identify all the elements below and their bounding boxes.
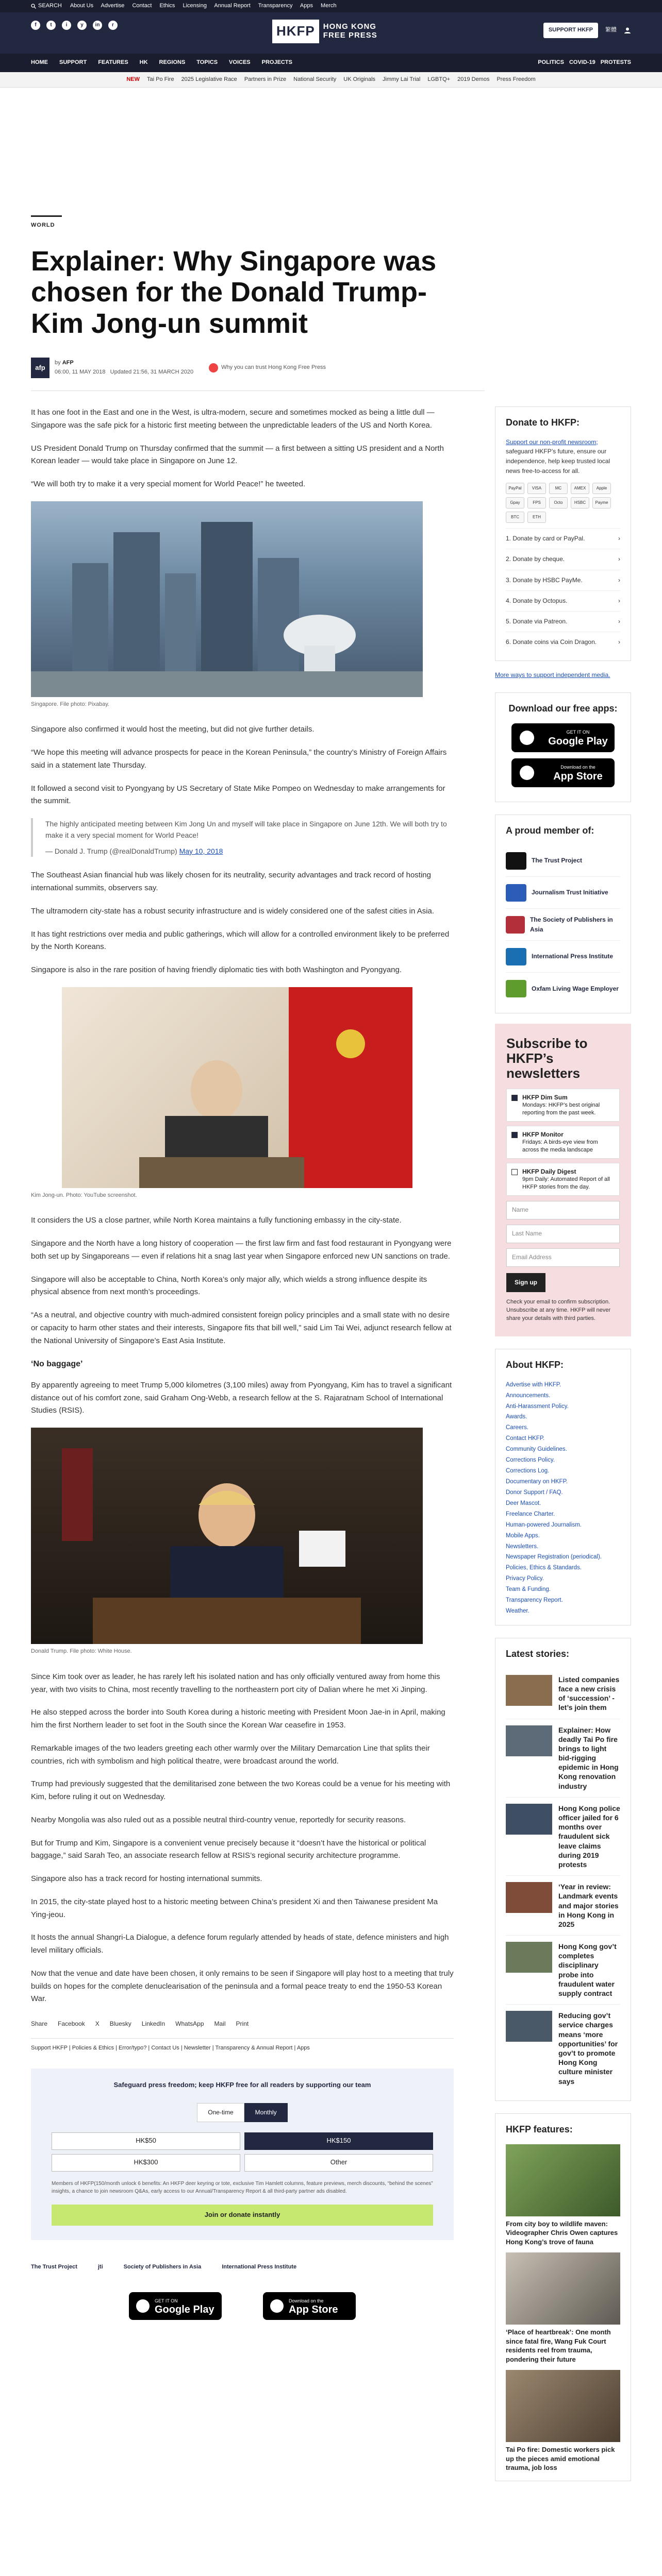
hot-topic[interactable]: Press Freedom [496,76,536,82]
checkbox-checked[interactable] [511,1132,518,1138]
story-thumbnail [506,1725,552,1756]
about-card [495,1349,631,1625]
donate-link[interactable]: Support our non-profit newsroom; [506,438,598,446]
about-link[interactable]: Careers. [506,1425,529,1431]
donate-option[interactable] [506,590,620,611]
share-bar [31,2016,454,2039]
donate-option[interactable] [506,528,620,549]
story-title: ‘Year in review: Landmark events and major stories in Hong Kong in 2025 [558,1883,619,1928]
feature-item[interactable] [506,2252,620,2364]
about-link[interactable]: Privacy Policy. [506,1575,544,1582]
member-name: The Society of Publishers in Asia [530,916,613,933]
publish-date: 06:00, 11 MAY 2018 [55,369,106,375]
member-item[interactable] [506,909,620,941]
hot-topic[interactable]: National Security [293,76,337,82]
hot-topic[interactable]: UK Originals [343,76,376,82]
nav-covid[interactable]: COVID-19 [569,59,595,66]
util-transparency[interactable]: Transparency [258,3,293,9]
page-wrap [31,215,631,2472]
newsletter-title: Subscribe to HKFP’s newsletters [506,1036,588,1081]
author-prefix: by [55,360,61,366]
utility-menu [70,2,343,11]
util-annual-report[interactable]: Annual Report [214,3,251,9]
option-label: 5. Donate via Patreon. [506,617,568,625]
image-caption: Kim Jong-un. Photo: YouTube screenshot. [31,1192,137,1198]
amount-other[interactable]: Other [244,2154,433,2172]
nav-features[interactable]: FEATURES [98,59,128,66]
latest-stories-card [495,1638,631,2101]
story-item[interactable] [506,2005,620,2092]
newsletter-box [495,1024,631,1336]
chevron-right-icon: › [618,597,620,604]
paragraph: It has one foot in the East and one in the West, is ultra-modern, secure and sometimes mocked as being a little dull — Singapore was the safe pick for a historic first meeting between the unpredictable leaders of the US and North Korea. [31,408,435,430]
paragraph: Singapore is also in the rare position of having friendly diplomatic ties with both Washington and Pyongyang. [31,965,402,975]
story-title: Hong Kong police officer jailed for 6 months over fraudulent sick leave claims during 2019 protests [558,1804,620,1869]
story-item[interactable] [506,1798,620,1876]
nav-hk[interactable]: HK [139,59,148,66]
paragraph: Singapore also has a track record for hosting international summits. [31,1874,262,1884]
byline [31,358,631,378]
util-apps[interactable]: Apps [300,3,313,9]
chevron-right-icon: › [618,617,620,625]
paragraph: Singapore also confirmed it would host the meeting, but did not give further details. [31,725,315,734]
article-title: Explainer: Why Singapore was chosen for the Donald Trump-Kim Jong-un summit [31,245,437,339]
member-item[interactable] [506,877,620,909]
donate-title: Donate to HKFP: [506,417,580,428]
article-category[interactable]: WORLD [31,222,55,228]
hot-topic[interactable]: 2019 Demos [457,76,490,82]
about-link[interactable]: Corrections Log. [506,1468,550,1475]
store-big-label: App Store [553,770,603,782]
hot-topic[interactable]: Tai Po Fire [146,76,174,82]
tweet-author: — Donald J. Trump (@realDonaldTrump) [45,846,177,855]
store-small-label: Download on the [560,765,595,770]
chevron-right-icon: › [618,576,620,584]
apps-card [495,692,631,802]
fps-icon[interactable]: FPS [527,497,546,509]
instagram-icon[interactable]: i [62,21,71,30]
about-link[interactable]: Advertise with HKFP. [506,1381,561,1388]
visa-icon[interactable]: VISA [527,483,546,494]
logo-line2: FREE PRESS [323,30,377,40]
newsletter-option[interactable] [506,1126,620,1159]
hot-topic[interactable]: LGBTQ+ [427,76,451,82]
jti-logo [506,884,526,902]
story-item[interactable] [506,1876,620,1936]
paragraph: The Southeast Asian financial hub was likely chosen for its neutrality, security advantages and track record of hosting international summits, observers say. [31,871,431,893]
site-header [0,12,662,72]
about-link[interactable]: Transparency Report. [506,1597,563,1604]
util-licensing[interactable]: Licensing [183,3,207,9]
story-title: Reducing gov’t service charges means ‘more opportunities’ for gov’t to promote Hong Kong culture minister says [558,2011,618,2086]
paypal-icon[interactable]: PayPal [506,483,524,494]
paragraph: Nearby Mongolia was also ruled out as a possible neutral third-country venue, reportedly for security reasons. [31,1815,406,1824]
share-bluesky[interactable]: Bluesky [109,2020,131,2028]
paragraph: “We hope this meeting will advance prospects for peace in the Korean Peninsula,” the country’s Ministry of Foreign Affairs said in a statement late Thursday. [31,748,447,770]
amount-300[interactable]: HK$300 [52,2154,240,2172]
latest-title: Latest stories: [506,1648,570,1659]
donate-desc: safeguard HKFP’s future, ensure our independence, help keep trusted local news free-to-access for all. [506,448,610,474]
newsletter-note: Check your email to confirm subscription. Unsubscribe at any time. HKFP will never share your details with third parties. [506,1299,611,1321]
story-thumbnail [506,1882,552,1913]
nav-projects[interactable]: PROJECTS [261,59,292,66]
chevron-right-icon: › [618,535,620,543]
util-ethics[interactable]: Ethics [159,3,175,9]
hot-topic[interactable]: Partners in Prize [244,76,287,82]
support-button[interactable]: SUPPORT HKFP [543,23,598,38]
about-link[interactable]: Announcements. [506,1392,551,1399]
byline-text [55,359,193,377]
paragraph: It has tight restrictions over media and public gatherings, which will allow for a controlled environment likely to be preferred by the North Koreans. [31,929,450,952]
member-jti[interactable]: jti [97,2263,103,2270]
utility-bar [0,0,662,12]
member-trust-project[interactable]: The Trust Project [31,2263,77,2270]
kim-photo [62,987,412,1188]
about-link[interactable]: Mobile Apps. [506,1532,540,1539]
feature-image [506,2370,620,2442]
member-name: Journalism Trust Initiative [532,889,608,896]
user-icon[interactable] [624,27,631,34]
hot-topics-bar [0,72,662,88]
new-badge: NEW [126,76,140,82]
author-avatar: afp [31,358,49,378]
paragraph: The ultramodern city-state has a robust security infrastructure and is widely considered one of the safest cities in Asia. [31,906,435,916]
donate-note: Members of HKFP(150/month unlock 6 benefits: An HKFP deer keyring or tote, exclusive Tim Hamlett columns, feature previews, merch discounts, “behind the scenes” insights, a chance to join newsroom Q&As, early access to our Annual/Transparency Report & all third-party partner ads disabled. [52,2180,433,2194]
octopus-icon[interactable]: Octo [549,497,568,509]
google-play-icon [520,731,534,745]
feature-image [506,2144,620,2216]
option-label: 3. Donate by HSBC PayMe. [506,576,583,584]
nav-support[interactable]: SUPPORT [59,59,87,66]
mastercard-icon[interactable]: MC [549,483,568,494]
paragraph: But for Trump and Kim, Singapore is a convenient venue precisely because it “doesn’t have the historical or political baggage,” said Sarah Teo, an associate research fellow at RSIS’s regional security architecture programme. [31,1838,426,1860]
language-switch[interactable]: 繁體 [605,27,617,33]
story-item[interactable] [506,1936,620,2005]
apps-title: Download our free apps: [508,703,618,714]
trump-illustration [31,1428,423,1644]
logo-text [323,23,377,40]
section-subheading: ‘No baggage’ [31,1360,83,1369]
donate-amounts [52,2132,433,2172]
main-nav [0,54,662,72]
option-label: 4. Donate by Octopus. [506,597,568,604]
paragraph: Singapore and the North have a long history of cooperation — the first law firm and fast food restaurant in Pyongyang were both set up by Singaporeans — even if relations hit a snag last year when Singapore enforced new UN sanctions on trade. [31,1239,452,1261]
donate-option[interactable] [506,570,620,590]
feature-item[interactable] [506,2144,620,2247]
share-x[interactable]: X [95,2020,100,2028]
paragraph: It followed a second visit to Pyongyang by US Secretary of State Mike Pompeo on Wednesday to make arrangements for the summit. [31,784,445,806]
hot-topic[interactable]: 2025 Legislative Race [181,76,237,82]
about-link[interactable]: Freelance Charter. [506,1511,555,1517]
donate-option[interactable] [506,549,620,569]
site-logo[interactable] [272,20,377,43]
donate-option[interactable] [506,632,620,652]
checkbox[interactable] [511,1169,518,1175]
store-big-label: Google Play [548,735,608,747]
feature-title: Tai Po fire: Domestic workers pick up the pieces amid emotional trauma, job loss [506,2446,615,2472]
story-thumbnail [506,2011,552,2042]
bitcoin-icon[interactable]: BTC [506,512,524,523]
google-pay-icon[interactable]: Gpay [506,497,524,509]
member-item[interactable] [506,845,620,877]
trump-photo [31,1428,423,1644]
feature-title: From city boy to wildlife maven: Videographer Chris Owen captures Hong Kong’s trove of fauna [506,2219,618,2246]
member-name: International Press Institute [532,953,614,960]
story-thumbnail [506,1675,552,1706]
features-card [495,2113,631,2481]
sidebar-google-play[interactable] [511,723,615,752]
search-icon [31,4,36,9]
donate-text [506,437,620,476]
about-link[interactable]: Corrections Policy. [506,1457,555,1464]
apple-icon [270,2299,284,2313]
about-link[interactable]: Contact HKFP. [506,1435,545,1442]
sidebar [495,406,631,2481]
store-small-label: GET IT ON [155,2298,178,2303]
donate-card [495,406,631,661]
apple-icon [520,766,534,780]
store-small-label: GET IT ON [566,730,590,735]
share-label: Share [31,2020,48,2028]
search-label: SEARCH [38,3,62,9]
newsletter-desc: Fridays: A birds-eye view from across the media landscape [522,1139,598,1154]
member-item[interactable] [506,941,620,973]
nav-protests[interactable]: PROTESTS [600,59,631,66]
store-small-label: Download on the [289,2298,324,2303]
trust-icon [209,363,218,372]
story-item[interactable] [506,1719,620,1798]
story-thumbnail [506,1942,552,1973]
nav-home[interactable]: HOME [31,59,48,66]
about-link[interactable]: Human-powered Journalism. [506,1521,582,1528]
singapore-photo [31,501,423,697]
share-facebook[interactable]: Facebook [58,2020,85,2028]
about-link[interactable]: Deer Mascot. [506,1500,541,1506]
donate-frequency [52,2103,433,2122]
signup-button[interactable]: Sign up [506,1273,545,1292]
story-item[interactable] [506,1669,620,1719]
tweet-text: The highly anticipated meeting between Kim Jong Un and myself will take place in Singapore on June 12th. We will both try to make it a very special moment for World Peace! [45,820,447,840]
newsletter-desc: Mondays: HKFP’s best original reporting from the past week. [522,1102,600,1116]
newsletter-desc: 9pm Daily: Automated Report of all HKFP stories from the day. [522,1176,610,1191]
share-whatsapp[interactable]: WhatsApp [175,2020,204,2028]
oxfam-logo [506,980,526,997]
donate-option[interactable] [506,611,620,632]
paragraph: Singapore will also be acceptable to China, North Korea’s only major ally, which wields a strong influence despite its physical absence from next month’s proceedings. [31,1275,427,1297]
feature-item[interactable] [506,2370,620,2472]
sidebar-app-store[interactable] [511,758,615,787]
features-title: HKFP features: [506,2124,573,2134]
amex-icon[interactable]: AMEX [571,483,589,494]
newsletter-name: HKFP Dim Sum [522,1094,568,1101]
member-item[interactable] [506,973,620,1005]
newsletter-name: HKFP Monitor [522,1131,564,1139]
apple-pay-icon[interactable]: Apple [592,483,611,494]
donate-widget [31,2069,454,2240]
share-linkedin[interactable]: LinkedIn [141,2020,166,2028]
paragraph: Trump had previously suggested that the demilitarised zone between the two Koreas could be a venue for his meeting with Kim, before ruling it out on Wednesday. [31,1780,451,1802]
paragraph: Since Kim took over as leader, he has rarely left his isolated nation and has only officially ventured away from home this year, with two visits to China, most recently travelling to the northeastern port city of Dalian where he met Xi Jinping. [31,1672,440,1694]
facebook-icon[interactable]: f [31,21,40,30]
email-input[interactable]: Email Address [506,1248,620,1267]
util-merch[interactable]: Merch [321,3,337,9]
member-name: The Trust Project [532,857,583,865]
nav-topics[interactable]: TOPICS [196,59,218,66]
app-store-buttons [31,2292,454,2320]
image-caption: Donald Trump. File photo: White House. [31,1648,132,1655]
newsletter-option[interactable] [506,1089,620,1122]
story-thumbnail [506,1804,552,1835]
option-label: 2. Donate by cheque. [506,555,565,563]
about-link[interactable]: Documentary on HKFP. [506,1478,568,1485]
skyline-illustration [31,501,423,697]
paragraph: It considers the US a close partner, while North Korea maintains a fully functioning embassy in the city-state. [31,1216,402,1225]
hot-topic[interactable]: Jimmy Lai Trial [383,76,421,82]
about-link[interactable]: Newsletters. [506,1543,539,1550]
ipi-logo [506,948,526,965]
logo-mark: HKFP [272,20,319,43]
feature-image [506,2252,620,2325]
story-title: Listed companies face a new crisis of ‘succession’ - let’s join them [558,1675,620,1712]
donate-heading: Safeguard press freedom; keep HKFP free for all readers by supporting our team [113,2080,371,2089]
option-label: 1. Donate by card or PayPal. [506,535,585,543]
more-ways-link[interactable]: More ways to support independent media. [495,671,610,679]
about-link[interactable]: Team & Funding. [506,1586,551,1593]
paragraph: It hosts the annual Shangri-La Dialogue, a defence forum regularly attended by heads of state, defence ministers and high level military officials. [31,1933,449,1955]
amount-150[interactable]: HK$150 [244,2132,433,2150]
image-caption: Singapore. File photo: Pixabay. [31,701,110,707]
paragraph: By apparently agreeing to meet Trump 5,000 kilometres (3,100 miles) away from Pyongyang, Kim has to travel a significant distance out of his comfort zone, said Graham Ong-Webb, a research fellow at the S. Rajaratnam School of International Studies (RSIS). [31,1380,452,1415]
store-big-label: Google Play [155,2304,214,2316]
youtube-icon[interactable]: y [77,21,87,30]
updated-date: Updated 21:56, 31 MARCH 2020 [110,369,194,375]
story-title: Hong Kong gov’t completes disciplinary probe into fraudulent water supply contract [558,1942,617,1998]
share-print[interactable]: Print [236,2020,249,2028]
freq-monthly[interactable]: Monthly [244,2103,288,2122]
app-store-button[interactable] [263,2292,356,2320]
paragraph: In 2015, the city-state played host to a historic meeting between China’s president Xi and then Taiwanese president Ma Ying-jeou. [31,1897,438,1919]
hsbc-icon[interactable]: HSBC [571,497,589,509]
logo-line1: HONG KONG [323,22,376,31]
newsletter-option[interactable] [506,1163,620,1196]
trust-label: Why you can trust Hong Kong Free Press [221,364,326,371]
nav-regions[interactable]: REGIONS [159,59,186,66]
option-label: 6. Donate coins via Coin Dragon. [506,638,597,646]
nav-voices[interactable]: VOICES [229,59,251,66]
about-links [506,1380,620,1617]
paragraph: “We will both try to make it a very special moment for World Peace!” he tweeted. [31,480,306,488]
paragraph: He also stepped across the border into South Korea during a historic meeting with President Moon Jae-in in April, making him the first Northern leader to set foot in the South since the Korean War ceasefire in 1953. [31,1708,445,1730]
embedded-tweet [31,818,454,857]
about-link[interactable]: Policies, Ethics & Standards. [506,1565,582,1571]
share-mail[interactable]: Mail [214,2020,226,2028]
sopa-logo [506,916,525,934]
about-link[interactable]: Awards. [506,1414,527,1420]
about-link[interactable]: Weather. [506,1608,529,1615]
membership-card [495,815,631,1014]
about-link[interactable]: Community Guidelines. [506,1446,567,1453]
checkbox-checked[interactable] [511,1095,518,1101]
search-button[interactable] [31,2,62,11]
paragraph: Now that the venue and date have been chosen, it only remains to be seen if Singapore will play host to a meeting that truly builds on hopes for the complete denuclearisation of the peninsula and a formal peace treaty to end the 1950-53 Korean War. [31,1969,454,2004]
payment-icons [506,483,620,523]
first-name-input[interactable]: Name [506,1201,620,1219]
store-big-label: App Store [289,2304,338,2316]
trust-link[interactable] [209,363,326,372]
chevron-right-icon: › [618,555,620,563]
article-footer-links[interactable]: Support HKFP | Policies & Ethics | Error/typo? | Contact Us | Newsletter | Transparency & Annual Report | Apps [31,2045,310,2052]
kim-illustration [62,987,412,1188]
story-title: Explainer: How deadly Tai Po fire brings to light bid-rigging epidemic in Hong Kong renovation industry [558,1725,619,1790]
amount-50[interactable]: HK$50 [52,2132,240,2150]
member-name: Oxfam Living Wage Employer [532,985,619,992]
freq-one-time[interactable]: One-time [197,2103,244,2122]
payme-icon[interactable]: Payme [592,497,611,509]
trust-project-logo [506,852,526,870]
linkedin-icon[interactable]: in [93,21,102,30]
about-link[interactable]: Anti-Harassment Policy. [506,1403,569,1410]
nav-politics[interactable]: POLITICS [538,59,564,66]
tweet-date-link[interactable]: May 10, 2018 [179,846,223,855]
about-link[interactable]: Newspaper Registration (periodical). [506,1554,602,1561]
x-icon[interactable]: t [46,21,56,30]
newsletter-name: HKFP Daily Digest [522,1168,576,1176]
member-ipi[interactable]: International Press Institute [222,2263,297,2270]
article-body [31,406,454,2320]
ethereum-icon[interactable]: ETH [527,512,546,523]
google-play-button[interactable] [129,2292,222,2320]
last-name-input[interactable]: Last Name [506,1225,620,1243]
util-advertise[interactable]: Advertise [101,3,125,9]
nav-right [538,58,631,67]
about-link[interactable]: Donor Support / FAQ. [506,1489,563,1496]
paragraph: “As a neutral, and objective country with much-admired consistent foreign policy principles and a small state with no desire or capacity to harm other states and their interests, Singapore fits that bill well,” said Lim Tai Wei, adjunct research fellow at the National University of Singapore’s East Asia Institute. [31,1311,452,1345]
rss-icon[interactable]: r [108,21,118,30]
paragraph: US President Donald Trump on Thursday confirmed that the summit — a first between a sitting US president and a North Korean leader — would take place in Singapore on June 12. [31,444,444,466]
member-sopa[interactable]: Society of Publishers in Asia [123,2263,202,2270]
join-button[interactable]: Join or donate instantly [52,2205,433,2226]
header-actions [543,23,631,38]
member-title: A proud member of: [506,825,594,836]
feature-title: ‘Place of heartbreak’: One month since fatal fire, Wang Fuk Court residents reel from trauma, pondering their future [506,2328,611,2363]
chevron-right-icon: › [618,638,620,646]
member-logos [31,2263,454,2272]
util-contact[interactable]: Contact [132,3,152,9]
paragraph: Remarkable images of the two leaders greeting each other warmly over the Military Demarcation Line that splits their countries, rich with symbolism and high political theatre, were broadcast around the world. [31,1743,430,1766]
kicker-rule [31,215,62,217]
author-name[interactable]: AFP [62,360,74,366]
social-links [31,21,118,30]
tweet-source [45,845,454,857]
google-play-icon [136,2299,150,2313]
about-title: About HKFP: [506,1359,564,1370]
util-about[interactable]: About Us [70,3,94,9]
